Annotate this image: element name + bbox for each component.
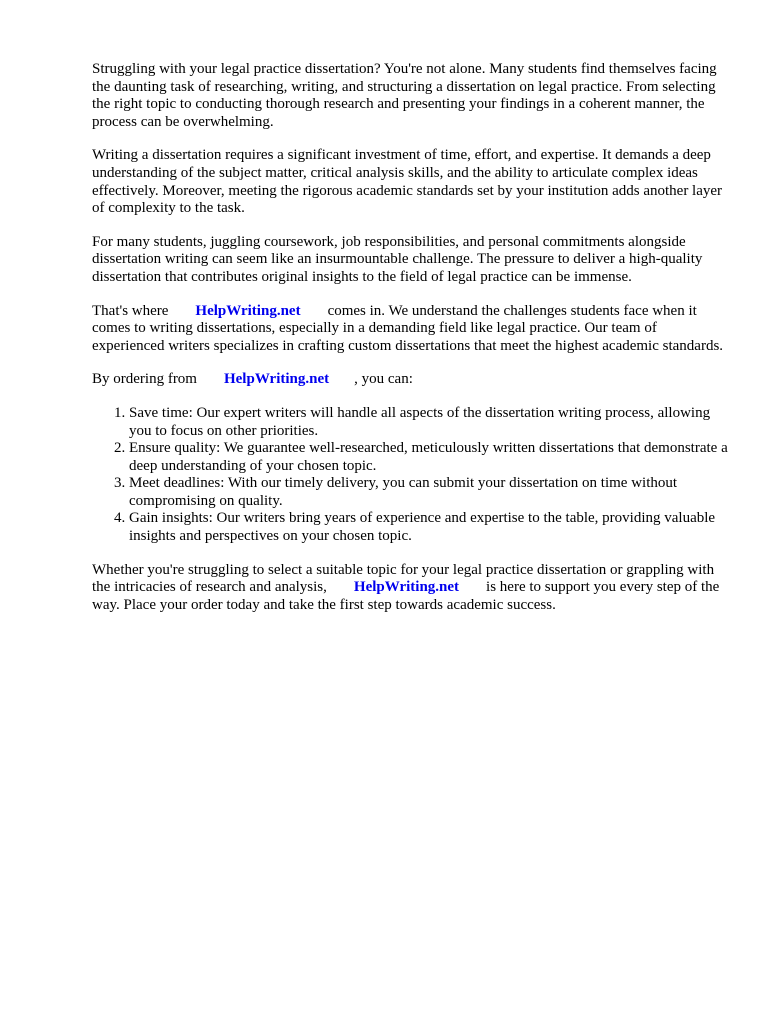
helpwriting-link[interactable]: HelpWriting.net (353, 579, 460, 596)
document-page (92, 61, 732, 630)
paragraph-ordering (92, 371, 732, 389)
closing-lead-text: Whether you're struggling to select a suitable topic for your legal practice dissertation or grappling with the intricacies of research and analysis, (92, 561, 715, 596)
service-intro-lead-text: That's where (92, 302, 169, 319)
helpwriting-link[interactable]: HelpWriting.net (195, 302, 301, 319)
helpwriting-link[interactable]: HelpWriting.net (223, 371, 330, 388)
list-item: 1. Save time: Our expert writers will handle all aspects of the dissertation writing process, allowing you to focus on other priorities. (129, 405, 732, 440)
service-intro-body-text: comes in. We understand the challenges students face when it comes to writing dissertations, especially in a demanding field like legal practice. Our team of experienced writers specializes in crafting custom dissertations that meet the highest academic standards. (92, 302, 724, 354)
list-item: 2. Ensure quality: We guarantee well-researched, meticulously written dissertations that demonstrate a deep understanding of your chosen topic. (129, 440, 732, 475)
closing-tail-text: is here to support you every step of the way. Place your order today and take the first step towards academic success. (92, 579, 720, 613)
paragraph-dissertation-demands: Writing a dissertation requires a significant investment of time, effort, and expertise. It demands a deep understanding of the subject matter, critical analysis skills, and the ability to articulate complex ideas effectively. Moreover, meeting the rigorous academic standards set by your institution adds another layer of complexity to the task. (92, 147, 723, 217)
paragraph-student-pressure: For many students, juggling coursework, job responsibilities, and personal commitments alongside dissertation writing can seem like an insurmountable challenge. The pressure to deliver a high-quality dissertation that contributes original insights to the field of legal practice can be immense. (92, 233, 703, 285)
paragraph-service-intro (92, 303, 732, 356)
list-item: 4. Gain insights: Our writers bring years of experience and expertise to the table, providing valuable insights and perspectives on your chosen topic. (129, 510, 732, 545)
list-item: 3. Meet deadlines: With our timely delivery, you can submit your dissertation on time without compromising on quality. (129, 475, 732, 510)
benefits-list (92, 405, 732, 546)
ordering-lead-text: By ordering from (92, 371, 197, 388)
paragraph-closing (92, 562, 732, 615)
paragraph-intro-struggle: Struggling with your legal practice dissertation? You're not alone. Many students find themselves facing the daunting task of researching, writing, and structuring a dissertation on legal practice. From selecting the right topic to conducting thorough research and presenting your findings in a coherent manner, the process can be overwhelming. (92, 61, 717, 130)
ordering-tail-text: , you can: (354, 371, 413, 388)
